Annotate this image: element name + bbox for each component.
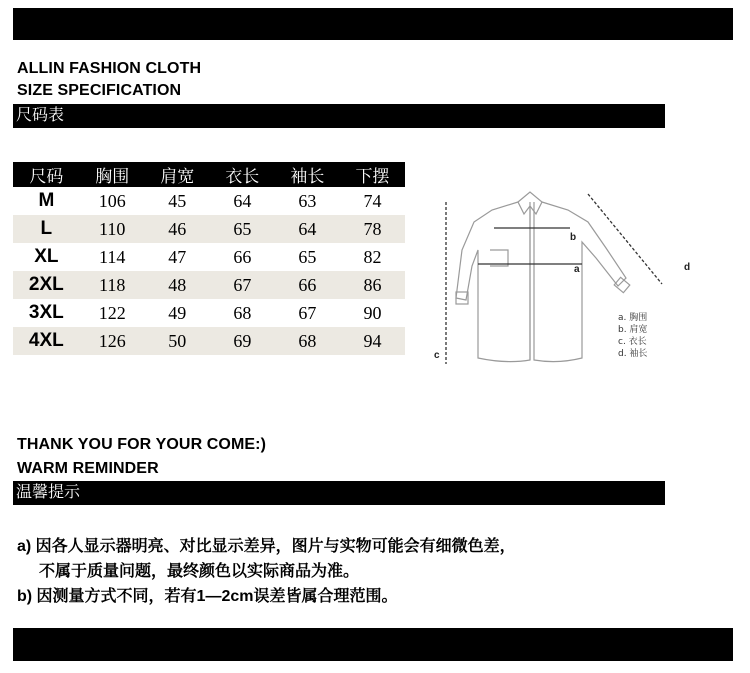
cell-shoulder: 49 bbox=[168, 302, 187, 323]
col-header-hem: 下摆 bbox=[340, 162, 405, 187]
table-row bbox=[13, 327, 405, 355]
warm-reminder-heading: WARM REMINDER bbox=[17, 460, 159, 477]
col-header-length: 衣长 bbox=[210, 162, 275, 187]
cell-size: XL bbox=[34, 246, 59, 267]
cell-sleeve: 65 bbox=[298, 246, 317, 267]
cell-hem: 90 bbox=[363, 302, 382, 323]
shirt-outline bbox=[456, 192, 630, 362]
size-spec-heading: SIZE SPECIFICATION bbox=[17, 82, 182, 99]
cell-length: 68 bbox=[233, 302, 252, 323]
table-row bbox=[13, 243, 405, 271]
cell-hem: 74 bbox=[363, 190, 382, 211]
col-header-size: 尺码 bbox=[13, 162, 80, 187]
col-header-chest: 胸围 bbox=[80, 162, 145, 187]
shirt-measurement-diagram bbox=[430, 180, 710, 380]
cell-size: 3XL bbox=[28, 302, 64, 323]
cell-size: L bbox=[13, 215, 80, 243]
legend-sleeve: d. 袖长 bbox=[618, 349, 648, 359]
cell-size: 2XL bbox=[13, 271, 80, 299]
col-header-shoulder: 肩宽 bbox=[145, 162, 210, 187]
label-a: a bbox=[574, 264, 580, 275]
table-row bbox=[13, 271, 405, 299]
table-row bbox=[13, 215, 405, 243]
cell-hem: 94 bbox=[340, 327, 405, 355]
col-header-sleeve: 袖长 bbox=[275, 162, 340, 187]
cell-shoulder: 48 bbox=[145, 271, 210, 299]
bottom-banner-bar bbox=[13, 628, 733, 661]
legend-chest: a. 胸围 bbox=[618, 313, 648, 323]
cell-length: 67 bbox=[210, 271, 275, 299]
cell-shoulder: 50 bbox=[145, 327, 210, 355]
cell-size: M bbox=[38, 190, 55, 211]
cell-sleeve: 64 bbox=[275, 215, 340, 243]
table-row bbox=[13, 299, 405, 327]
note-a-line2: 不属于质量问题，最终颜色以实际商品为准。 bbox=[39, 563, 360, 580]
cell-shoulder: 47 bbox=[168, 246, 187, 267]
cell-shoulder: 46 bbox=[145, 215, 210, 243]
cell-chest: 118 bbox=[80, 271, 145, 299]
note-a-line1: a) 因各人显示器明亮、对比显示差异，图片与实物可能会有细微色差， bbox=[17, 538, 516, 555]
note-b: b) 因测量方式不同，若有1—2cm误差皆属合理范围。 bbox=[17, 588, 398, 605]
table-row bbox=[13, 187, 405, 215]
cell-chest: 106 bbox=[98, 190, 126, 211]
reminder-notes bbox=[17, 534, 516, 609]
label-d: d bbox=[684, 262, 691, 273]
cell-sleeve: 66 bbox=[275, 271, 340, 299]
brand-heading: ALLIN FASHION CLOTH bbox=[17, 60, 202, 77]
cell-chest: 110 bbox=[80, 215, 145, 243]
size-table-header bbox=[13, 162, 405, 187]
cell-size: 4XL bbox=[13, 327, 80, 355]
label-b: b bbox=[570, 232, 577, 243]
reminder-title-bar: 温馨提示 bbox=[13, 481, 665, 505]
cell-chest: 122 bbox=[98, 302, 126, 323]
label-c: c bbox=[434, 350, 440, 361]
legend-length: c. 衣长 bbox=[618, 337, 647, 347]
cell-sleeve: 63 bbox=[298, 190, 317, 211]
cell-hem: 86 bbox=[340, 271, 405, 299]
cell-length: 69 bbox=[210, 327, 275, 355]
cell-hem: 78 bbox=[340, 215, 405, 243]
thank-you-heading: THANK YOU FOR YOUR COME:) bbox=[17, 436, 267, 453]
cell-shoulder: 45 bbox=[168, 190, 187, 211]
cell-length: 66 bbox=[233, 246, 252, 267]
cell-chest: 126 bbox=[80, 327, 145, 355]
cell-sleeve: 67 bbox=[298, 302, 317, 323]
cell-length: 64 bbox=[233, 190, 252, 211]
cell-sleeve: 68 bbox=[275, 327, 340, 355]
size-chart-title-bar: 尺码表 bbox=[13, 104, 665, 128]
cell-chest: 114 bbox=[99, 246, 126, 267]
cell-hem: 82 bbox=[363, 246, 382, 267]
top-banner-bar bbox=[13, 8, 733, 40]
size-table bbox=[13, 162, 405, 355]
cell-length: 65 bbox=[210, 215, 275, 243]
legend-shoulder: b. 肩宽 bbox=[618, 325, 648, 335]
